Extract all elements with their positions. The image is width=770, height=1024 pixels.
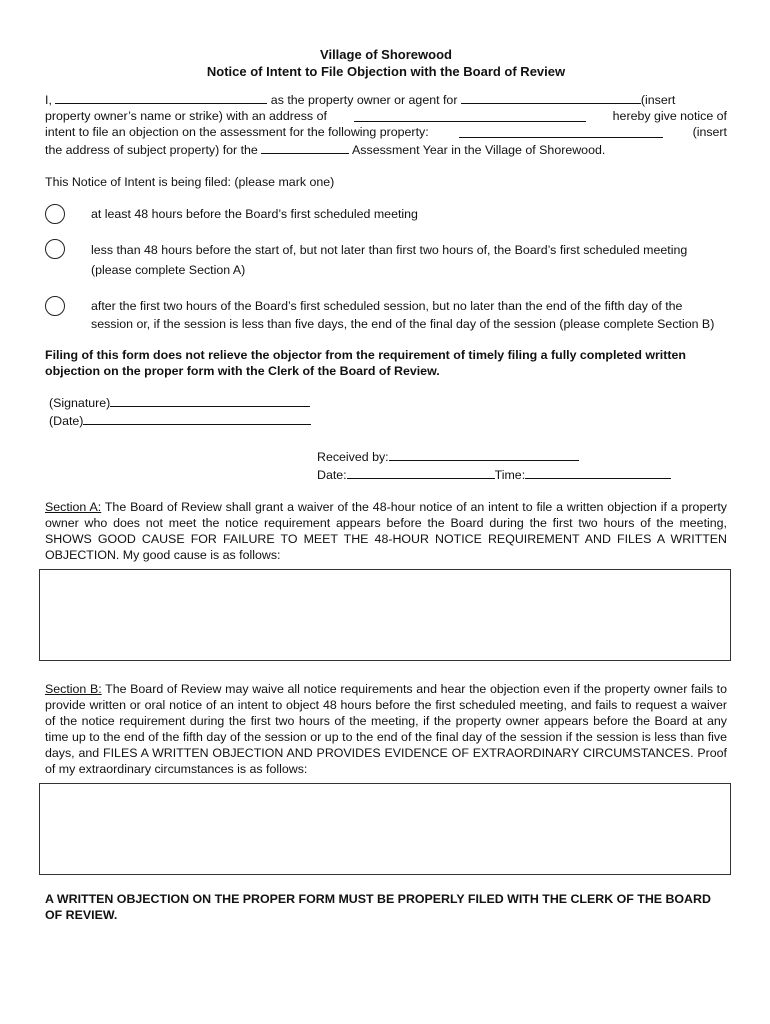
received-date-field[interactable] <box>347 465 495 479</box>
option-label: less than 48 hours before the start of, but not later than first two hours of, the Board’s first scheduled meeting (please complete Section A) <box>91 243 688 277</box>
intro-paragraph <box>45 90 727 158</box>
intro-i: I, <box>45 93 52 107</box>
address-field[interactable] <box>354 108 586 122</box>
form-title: Village of Shorewood <box>320 47 452 62</box>
form-page <box>45 46 727 923</box>
assessment-year-field[interactable] <box>261 140 349 154</box>
intro-text-4: hereby give notice of <box>612 109 727 123</box>
received-by-label: Received by: <box>317 450 389 464</box>
received-date-label: Date: <box>317 468 347 482</box>
intro-text-8: Assessment Year in the Village of Shorewood. <box>352 143 606 157</box>
section-b-text: The Board of Review may waive all notice requirements and hear the objection even if the property owner fails to provide written or oral notice of an intent to object 48 hours before the first scheduled meeting, and fails to request a waiver of the notice requirement during the first two hours of the meeting, if the property owner appears before the Board at any time up to the end of the fifth day of the session or up to the end of the final day of the session if the session is less than five days, and FILES A WRITTEN OBJECTION AND PROVIDES EVIDENCE OF EXTRAORDINARY CIRCUMSTANCES. Proof of my extraordinary circumstances is as follows: <box>45 682 728 776</box>
mark-instruction: This Notice of Intent is being filed: (please mark one) <box>45 175 335 189</box>
received-block <box>317 447 727 483</box>
filing-warning: Filing of this form does not relieve the objector from the requirement of timely filing a fully completed written objection on the proper form with the Clerk of the Board of Review. <box>45 348 686 378</box>
radio-circle-icon[interactable] <box>45 239 65 259</box>
section-a-label: Section A: <box>45 500 102 514</box>
option-less-than-48-hours[interactable] <box>45 240 727 280</box>
section-b <box>45 681 727 777</box>
section-a <box>45 499 727 563</box>
property-field[interactable] <box>459 124 663 138</box>
intro-text-5: intent to file an objection on the assessment for the following property: <box>45 125 429 139</box>
owner-name-field[interactable] <box>55 90 267 104</box>
signature-date-field[interactable] <box>83 411 311 425</box>
signature-block <box>45 393 727 429</box>
option-48-hours-before[interactable] <box>45 206 727 222</box>
intro-text-6: (insert <box>692 125 727 139</box>
section-b-label: Section B: <box>45 682 102 696</box>
radio-circle-icon[interactable] <box>45 204 65 224</box>
received-time-field[interactable] <box>525 465 671 479</box>
date-label: (Date) <box>49 414 84 428</box>
agent-for-field[interactable] <box>461 90 641 104</box>
intro-text-2: (insert <box>640 93 676 107</box>
section-b-response-box[interactable] <box>39 783 731 875</box>
intro-text-7: the address of subject property) for the <box>45 143 258 157</box>
intro-text-3: property owner’s name or strike) with an address of <box>45 109 327 123</box>
intro-text-1: as the property owner or agent for <box>270 93 458 107</box>
section-a-response-box[interactable] <box>39 569 731 661</box>
signature-label: (Signature) <box>49 396 111 410</box>
section-a-text: The Board of Review shall grant a waiver of the 48-hour notice of an intent to file a written objection if a property owner who does not meet the notice requirement appears before the Board during the first two hours of the meeting, SHOWS GOOD CAUSE FOR FAILURE TO MEET THE 48-HOUR NOTICE REQUIREMENT AND FILES A WRITTEN OBJECTION. My good cause is as follows: <box>45 500 727 562</box>
footer-notice: A WRITTEN OBJECTION ON THE PROPER FORM MUST BE PROPERLY FILED WITH THE CLERK OF THE BOARD OF REVIEW. <box>45 892 711 922</box>
received-by-field[interactable] <box>389 447 579 461</box>
received-time-label: Time: <box>494 468 526 482</box>
signature-field[interactable] <box>110 393 310 407</box>
radio-circle-icon[interactable] <box>45 296 65 316</box>
option-after-first-two-hours[interactable] <box>45 297 727 333</box>
option-label: at least 48 hours before the Board’s first scheduled meeting <box>91 207 418 221</box>
option-label: after the first two hours of the Board’s first scheduled session, but no later than the end of the fifth day of the session or, if the session is less than five days, the end of the final day of the session (please complete Section B) <box>91 299 715 331</box>
form-subtitle: Notice of Intent to File Objection with the Board of Review <box>206 64 566 79</box>
